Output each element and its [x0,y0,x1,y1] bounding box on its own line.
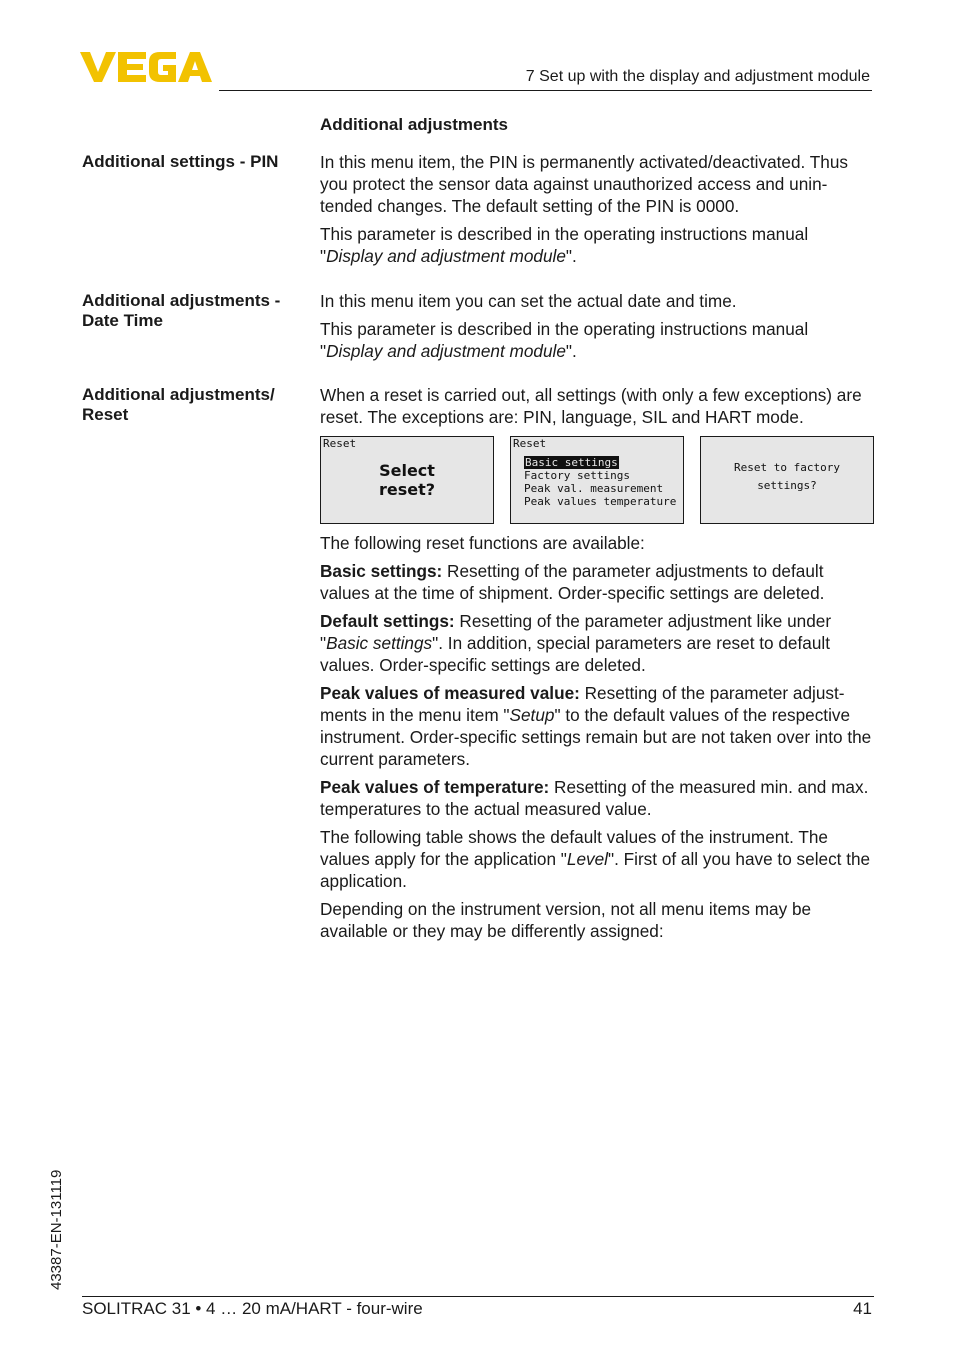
table-intro-text: The following table shows the default values of the instrument. The values apply for the application "Level". First of all you have to select the application. [320,827,871,891]
menu-item-basic-settings[interactable]: Basic settings [525,456,618,469]
reset-side-label: Additional adjustments/ Reset [82,385,275,424]
display-screen-select-reset [320,436,494,524]
footer-product: SOLITRAC 31 • 4 … 20 mA/HART - four-wire [82,1299,423,1318]
vega-logo-mark [80,50,212,84]
peak-temperature-text: Peak values of temperature: Resetting of the measured min. and max. temperatures to the actual measured value. [320,777,869,819]
peak-measured-text: Peak values of measured value: Resetting of the parameter adjust-ments in the menu item "Setup" to the default values of the respective instrument. Order-specific settings remain but are not taken over into the current parameters. [320,683,872,769]
menu-item-peak-measurement[interactable]: Peak val. measurement [524,482,664,495]
screen-title: Reset [323,437,357,450]
header-rule [219,90,872,91]
pin-paragraph-1: In this menu item, the PIN is permanently activated/deactivated. Thus you protect the sensor data against unauthorized access and unin-tended changes. The default setting of the PIN is 0000. [320,152,848,216]
footer-rule [82,1296,874,1297]
datetime-paragraph-1: In this menu item you can set the actual date and time. [320,291,737,311]
pin-side-label: Additional settings - PIN [82,152,279,171]
display-screen-reset-menu [510,436,684,524]
pin-paragraph-2: This parameter is described in the operating instructions manual "Display and adjustment module". [320,224,809,266]
datetime-text-block [320,290,875,368]
chapter-heading: 7 Set up with the display and adjustment module [525,68,870,85]
confirm-prompt: Reset to factory settings? [734,461,840,492]
menu-item-factory-settings[interactable]: Factory settings [524,469,630,482]
reset-menu-list [524,456,676,508]
document-number: 43387-EN-131119 [48,1169,65,1290]
datetime-side-label: Additional adjustments - Date Time [82,291,281,330]
menu-item-peak-temperature[interactable]: Peak values temperature [524,495,677,508]
depending-text: Depending on the instrument version, not all menu items may be available or they may be differently assigned: [320,899,812,941]
screen-title: Reset [513,437,547,450]
default-settings-text: Default settings: Resetting of the parameter adjustment like under "Basic settings". In addition, special parameters are reset to default values. Order-specific settings are deleted. [320,611,832,675]
available-text: The following reset functions are available: [320,533,645,553]
page-number: 41 [853,1299,872,1318]
screen-prompt: Select reset? [378,461,436,499]
display-screen-confirm [700,436,874,524]
basic-settings-text: Basic settings: Resetting of the parameter adjustments to default values at the time of shipment. Order-specific settings are deleted. [320,561,825,603]
pin-text-block [320,151,875,273]
section-heading: Additional adjustments [320,115,508,134]
reset-intro-block [320,384,875,434]
reset-intro: When a reset is carried out, all settings (with only a few exceptions) are reset. The exceptions are: PIN, language, SIL and HART mode. [320,385,862,427]
reset-functions-block [320,532,875,948]
datetime-paragraph-2: This parameter is described in the operating instructions manual "Display and adjustment module". [320,319,809,361]
vega-logo [80,50,212,84]
